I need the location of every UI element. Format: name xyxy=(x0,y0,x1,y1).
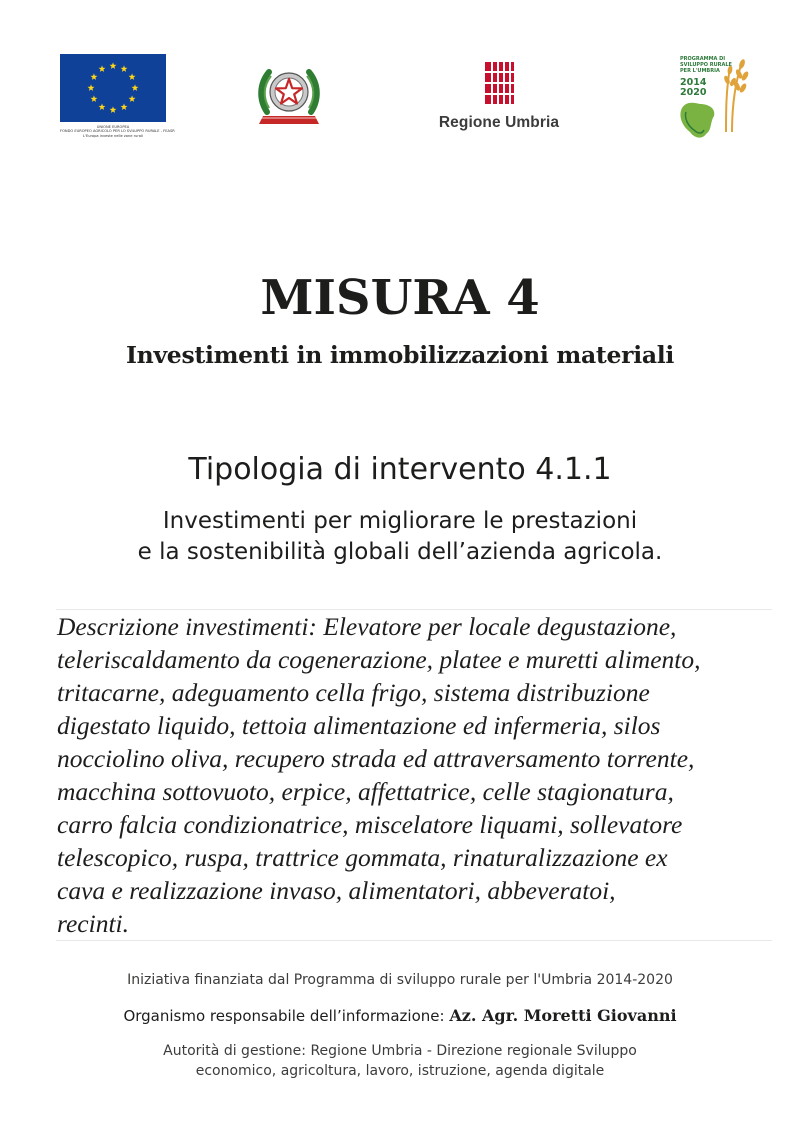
eu-caption-line: FONDO EUROPEO AGRICOLO PER LO SVILUPPO RURALE - FEASR xyxy=(60,129,175,134)
managing-authority xyxy=(0,1041,800,1081)
eu-star-icon xyxy=(99,103,106,110)
regione-umbria-logo xyxy=(424,62,574,132)
psr-year-line: 2014 xyxy=(680,77,707,88)
page-subtitle: Investimenti in immobilizzazioni materiali xyxy=(125,341,675,369)
psr-umbria-logo-icon xyxy=(672,50,752,142)
eu-star-icon xyxy=(88,84,95,91)
eu-star-icon xyxy=(121,103,128,110)
eu-star-icon xyxy=(129,95,136,102)
psr-text-line: PROGRAMMA DI xyxy=(680,56,726,62)
description-line: nocciolino oliva, recupero strada ed attraversamento torrente, xyxy=(57,744,695,773)
description-line: carro falcia condizionatrice, miscelatore liquami, sollevatore xyxy=(57,810,683,839)
organism-name: Az. Agr. Moretti Giovanni xyxy=(449,1006,677,1025)
description-line: digestato liquido, tettoia alimentazione ed infermeria, silos xyxy=(57,711,661,740)
eu-logo xyxy=(60,54,175,138)
intervention-type-title: Tipologia di intervento 4.1.1 xyxy=(188,452,612,487)
eu-star-icon xyxy=(110,106,117,113)
psr-text-line: SVILUPPO RURALE xyxy=(680,62,732,68)
eu-star-icon xyxy=(99,65,106,72)
eu-star-icon xyxy=(132,84,139,91)
description-line: teleriscaldamento da cogenerazione, platee e muretti alimento, xyxy=(57,645,701,674)
psr-text-line: PER L'UMBRIA xyxy=(680,68,720,74)
eu-star-icon xyxy=(91,95,98,102)
regione-umbria-mark-icon xyxy=(484,62,514,104)
responsible-organism xyxy=(0,1005,800,1027)
psr-logo-years xyxy=(680,78,706,98)
italian-republic-emblem-icon xyxy=(255,60,323,132)
eu-caption-line: L'Europa investe nelle zone rurali xyxy=(83,133,143,138)
psr-year-line: 2020 xyxy=(680,87,707,98)
intervention-line: Investimenti per migliorare le prestazioni xyxy=(162,508,638,534)
organism-label: Organismo responsabile dell’informazione: xyxy=(123,1007,445,1025)
description-line: recinti. xyxy=(57,909,129,938)
intervention-type-description xyxy=(0,506,800,568)
eu-star-icon xyxy=(121,65,128,72)
eu-flag-icon xyxy=(60,54,166,122)
authority-line: economico, agricoltura, lavoro, istruzione, agenda digitale xyxy=(195,1063,605,1079)
description-line: macchina sottovuoto, erpice, affettatrice, celle stagionatura, xyxy=(57,777,674,806)
eu-caption xyxy=(60,125,175,138)
eu-caption-line: UNIONE EUROPEA xyxy=(96,125,130,129)
psr-logo-text xyxy=(680,56,732,74)
financing-note: Iniziativa finanziata dal Programma di sviluppo rurale per l'Umbria 2014-2020 xyxy=(127,972,673,988)
eu-star-icon xyxy=(110,62,117,69)
eu-star-icon xyxy=(91,73,98,80)
description-line: Descrizione investimenti: Elevatore per locale degustazione, xyxy=(57,612,677,641)
authority-line: Autorità di gestione: Regione Umbria - Direzione regionale Sviluppo xyxy=(163,1043,637,1059)
investment-description xyxy=(57,610,777,940)
description-line: tritacarne, adeguamento cella frigo, sistema distribuzione xyxy=(57,678,650,707)
logo-bar xyxy=(0,50,800,150)
page-title: MISURA 4 xyxy=(260,270,540,326)
divider xyxy=(56,940,772,941)
eu-star-icon xyxy=(129,73,136,80)
description-line: cava e realizzazione invaso, alimentatori, abbeveratoi, xyxy=(57,876,616,905)
description-line: telescopico, ruspa, trattrice gommata, rinaturalizzazione ex xyxy=(57,843,668,872)
intervention-line: e la sostenibilità globali dell’azienda agricola. xyxy=(137,539,663,565)
regione-umbria-name: Regione Umbria xyxy=(438,114,560,131)
